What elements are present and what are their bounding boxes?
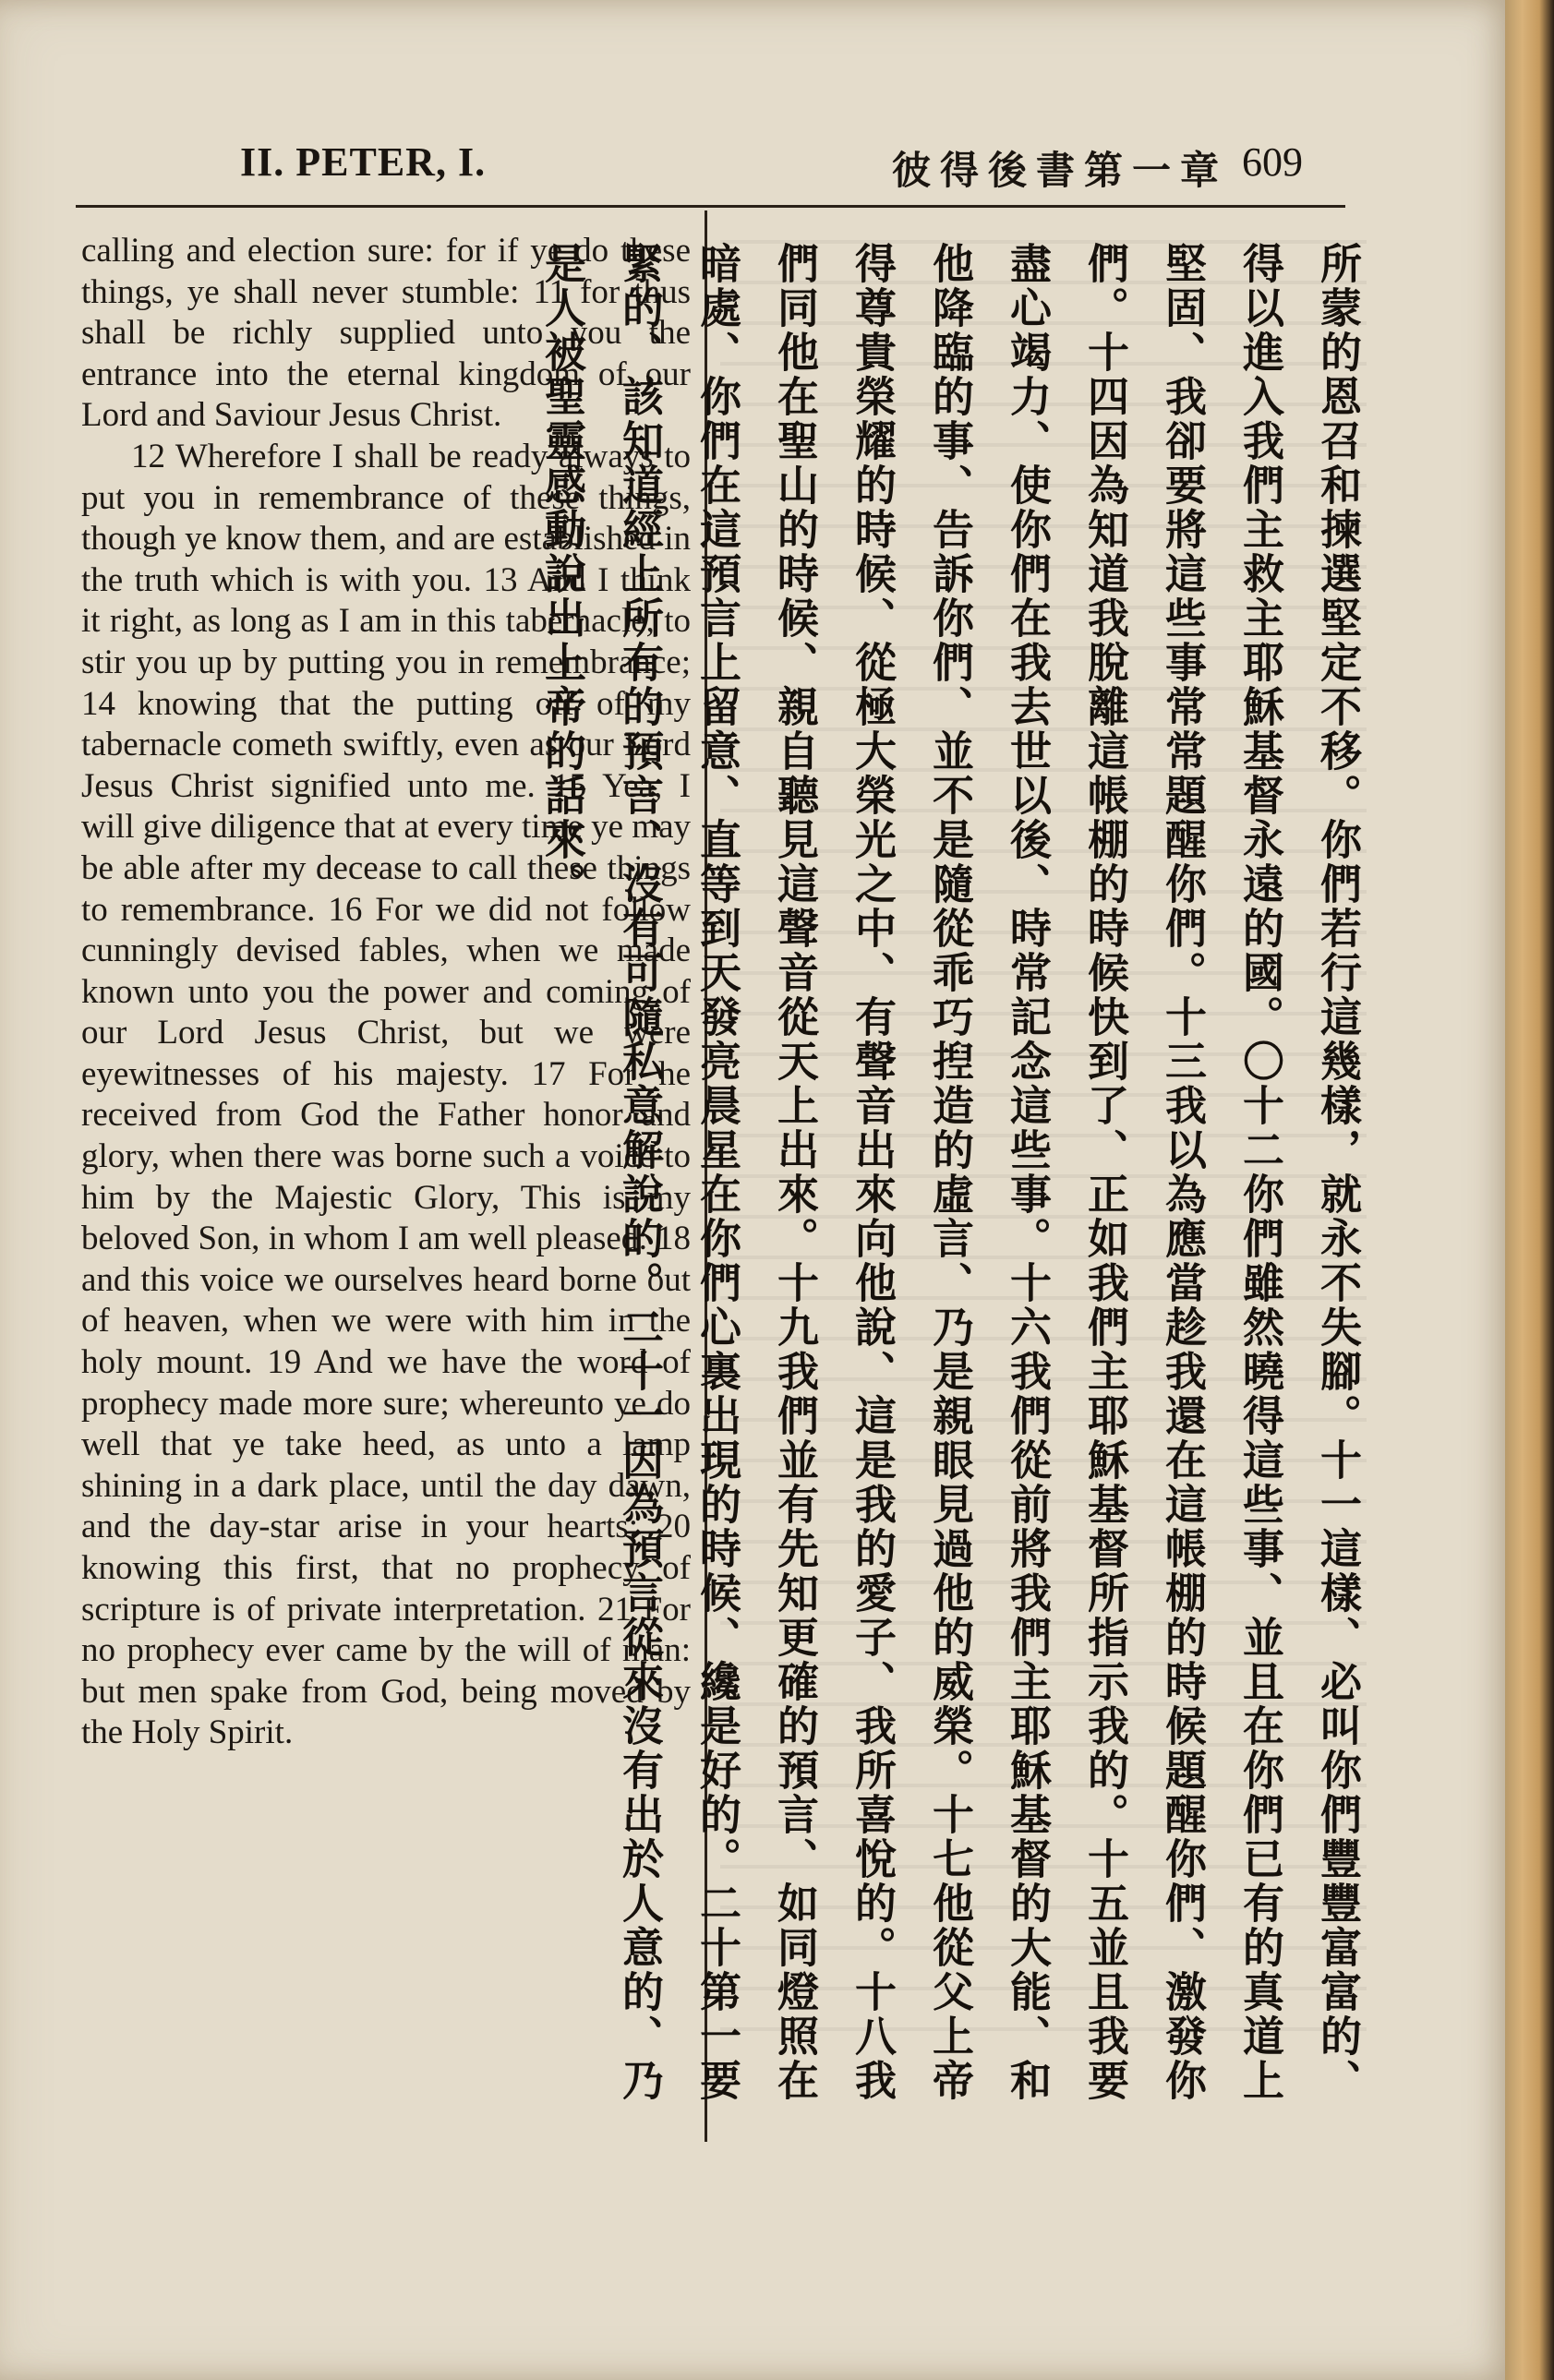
english-paragraph: calling and election sure: for if ye do these things, ye shall never stumble: 11 for thus shall be richly supplied unto you the entrance into the eternal kingdom of our Lord and Saviour Jesus Christ. <box>81 232 691 435</box>
book-title: II. PETER, I. <box>240 139 487 185</box>
running-head <box>240 138 1330 203</box>
chinese-chapter-title: 彼得後書第一章 <box>891 148 1228 193</box>
page-edge <box>1505 0 1554 2380</box>
english-paragraph: 12 Wherefore I shall be ready always to put you in remembrance of these things, though ye know them, and are established in the truth which is with you. 13 And I think it right, as long as I am in this tabernacle, to stir you up by putting you in remembrance; 14 knowing that the putting off of my tabernacle cometh swiftly, even as our Lord Jesus Christ signified unto me. 15 Yea, I will give diligence that at every time ye may be able after my decease to call these things to remembrance. 16 For we did not follow cunningly devised fables, when we made known unto you the power and coming of our Lord Jesus Christ, but we were eyewitnesses of his majesty. 17 For he received from God the Father honor and glory, when there was borne such a voice to him by the Majestic Glory, This is my beloved Son, in whom I am well pleased: 18 and this voice we ourselves heard borne out of heaven, when we were with him in the holy mount. 19 And we have the word of prophecy made more sure; whereunto ye do well that ye take heed, as unto a lamp shining in a dark place, until the day dawn, and the day-star arise in your hearts: 20 knowing this first, that no prophecy of scripture is of private interpretation. 21 For no prophecy ever came by the will of man: but men spake from God, being moved by the Holy Spirit. <box>81 437 691 1752</box>
chinese-text: 所蒙的恩召和揀選堅定不移。你們若行這幾樣，就永不失腳。十一這樣、必叫你們豐豐富富的、得以進入我們主救主耶穌基督永遠的國。〇十二你們雖然曉得這些事、並且在你們已有的真道上堅固、我卻要將這些事常常題醒你們。十三我以為應當趁我還在這帳棚的時候題醒你們、激發你們。十四因為知道我脫離這帳棚的時候快到了、正如我們主耶穌基督所指示我的。十五並且我要盡心竭力、使你們在我去世以後、時常記念這些事。十六我們從前將我們主耶穌基督的大能、和他降臨的事、告訴你們、並不是隨從乖巧揑造的虛言、乃是親眼見過他的威榮。十七他從父上帝得尊貴榮耀的時候、從極大榮光之中、有聲音出來向他說、這是我的愛子、我所喜悅的。十八我們同他在聖山的時候、親自聽見這聲音從天上出來。十九我們並有先知更確的預言、如同燈照在暗處、你們在這預言上留意、直等到天發亮晨星在你們心裏出現的時候、纔是好的。二十第一要緊的、該知道經上所有的預言、沒有可隨私意解說的。二十一因為預言從來沒有出於人意的、乃是人被聖靈感動說出上帝的話來。 <box>537 242 1362 2103</box>
header-rule <box>76 205 1345 208</box>
chinese-column <box>537 242 1376 2142</box>
page-number: 609 <box>1242 139 1303 185</box>
